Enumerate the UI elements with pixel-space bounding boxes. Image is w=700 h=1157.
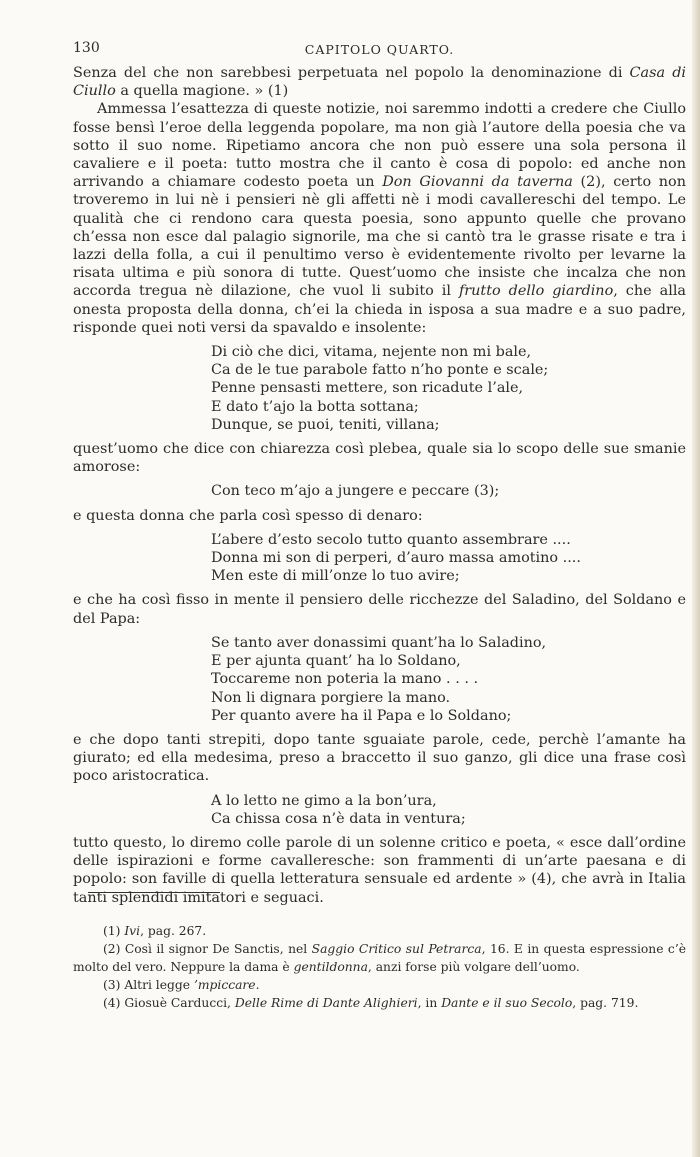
footnote-1 [73,922,686,940]
italic-run: Casa di Ciullo [73,65,687,100]
italic-run: Don Giovanni da taverna [382,174,573,191]
verse-line: Se tanto aver donassimi quant’ha lo Saladino, [211,634,547,651]
text-run: (2) Così il signor De Sanctis, nel [103,942,312,956]
text-run: (3) Altri legge [103,978,194,992]
footnote-divider [88,892,220,893]
italic-run: Delle Rime di Dante Alighieri [234,996,418,1010]
text-run: , anzi forse più volgare dell’uomo. [367,960,580,974]
verse-block-4 [211,634,686,725]
verse-line: Con teco m’ajo a jungere e peccare (3); [211,483,500,500]
verse-line: E dato t’ajo la botta sottana; [211,398,419,415]
footnote-4 [73,994,686,1012]
italic-run: Dante e il suo Secolo [441,996,573,1010]
verse-line: Men este di mill’onze lo tuo avire; [211,568,460,585]
chapter-title: CAPITOLO QUARTO. [304,42,455,57]
italic-run: frutto dello giardino [458,283,614,300]
footnote-3 [73,976,686,994]
text-run: (1) [103,924,125,938]
verse-line: Ca de le tue parabole fatto n’ho ponte e scale; [211,362,549,379]
main-text [73,64,686,907]
verse-line: Non li dignara porgiere la mano. [211,689,451,706]
italic-run: Saggio Critico sul Petrarca [311,942,482,956]
text-run: , pag. 267. [140,924,207,938]
text-run: Ammessa l’esattezza di queste notizie, noi saremmo indotti a credere che Ciullo fosse bensì l’eroe della leggenda popolare, ma non già l’autore della poesia che va sotto il suo nome. Ripetiamo ancora che non può essere una sola persona il cavaliere e il poeta: tutto mostra che il canto è cosa di popolo: ed anche non arrivando a chiamare codesto poeta un [73,101,686,191]
paragraph-5: e che dopo tanti strepiti, dopo tante sguaiate parole, cede, perchè l’amante ha giurato; ed ella medesima, preso a braccetto il suo ganzo, gli dice una frase così poco aristocratica. [73,731,686,785]
verse-line: A lo letto ne gimo a la bon’ura, [211,792,437,809]
text-run: a quella magione. » (1) [115,83,289,100]
text-run: (2), certo non troveremo in lui nè i pensieri nè gli affetti nè i modi cavallereschi del tempo. Le qualità che ci rendono cara questa poesia, sono appunto quelle che provano ch’essa non esce dal palagio signorile, ma che si cantò tra le grasse risate e tra i lazzi della folla, a cui il penultimo verso è evidentemente rivolto per levarne la risata ultima e più sonora di tutte. Quest’uomo che insiste che incalza che non accorda tregua nè dilazione, che vuol li subito il [73,174,686,300]
verse-line: Toccareme non poteria la mano . . . . [211,671,479,688]
verse-line: Per quanto avere ha il Papa e lo Soldano; [211,707,512,724]
paragraph-2: quest’uomo che dice con chiarezza così plebea, quale sia lo scopo delle sue smanie amorose: [73,441,686,476]
text-run: (4) Giosuè Carducci, [103,996,235,1010]
italic-run: Ivi [124,924,141,938]
text-run: Senza del che non sarebbesi perpetuata nel popolo la denominazione di [73,65,630,81]
verse-block-3 [211,531,686,586]
paragraph-6: tutto questo, lo diremo colle parole di un solenne critico e poeta, « esce dall’ordine delle ispirazioni e forme cavalleresche: son frammenti di un’arte paesana e di popolo: son faville di quella letteratura sensuale ed ardente » (4), che avrà in Italia tanti splendidi imitatori e seguaci. [73,834,686,906]
running-header [73,40,686,62]
page-edge-shadow [692,0,700,1157]
verse-line: Ca chissa cosa n’è data in ventura; [211,810,466,827]
paragraph-4: e che ha così fisso in mente il pensiero delle ricchezze del Saladino, del Soldano e del Papa: [73,592,686,627]
verse-line: Penne pensasti mettere, son ricadute l’ale, [211,380,524,397]
text-run: , che alla onesta proposta della donna, ch’ei la chieda in isposa a sua madre e a suo padre, risponde quei noti versi da spavaldo e insolente: [73,283,686,336]
footnote-2 [73,940,686,976]
text-run: , pag. 719. [572,996,639,1010]
page-number: 130 [73,40,100,56]
verse-block-5 [211,792,686,828]
italic-run: gentildonna [293,960,368,974]
verse-line: Dunque, se puoi, teniti, villana; [211,416,440,433]
verse-block-1 [211,343,686,434]
paragraph-0 [73,64,686,100]
text-run: , in [417,996,442,1010]
verse-block-2 [211,482,686,500]
verse-line: Di ciò che dici, vitama, nejente non mi bale, [211,344,532,361]
paragraph-1 [73,100,686,337]
verse-line: Donna mi son di perperi, d’auro massa amotino .... [211,550,581,567]
footnotes [73,922,686,1012]
verse-line: L’abere d’esto secolo tutto quanto assembrare .... [211,531,571,548]
paragraph-3: e questa donna che parla così spesso di denaro: [73,507,423,524]
italic-run: ’mpiccare. [193,978,260,992]
verse-line: E per ajunta quant’ ha lo Soldano, [211,653,461,670]
text-run: , 16. E in questa espressione c’è molto del vero. Neppure la dama è [73,942,686,974]
